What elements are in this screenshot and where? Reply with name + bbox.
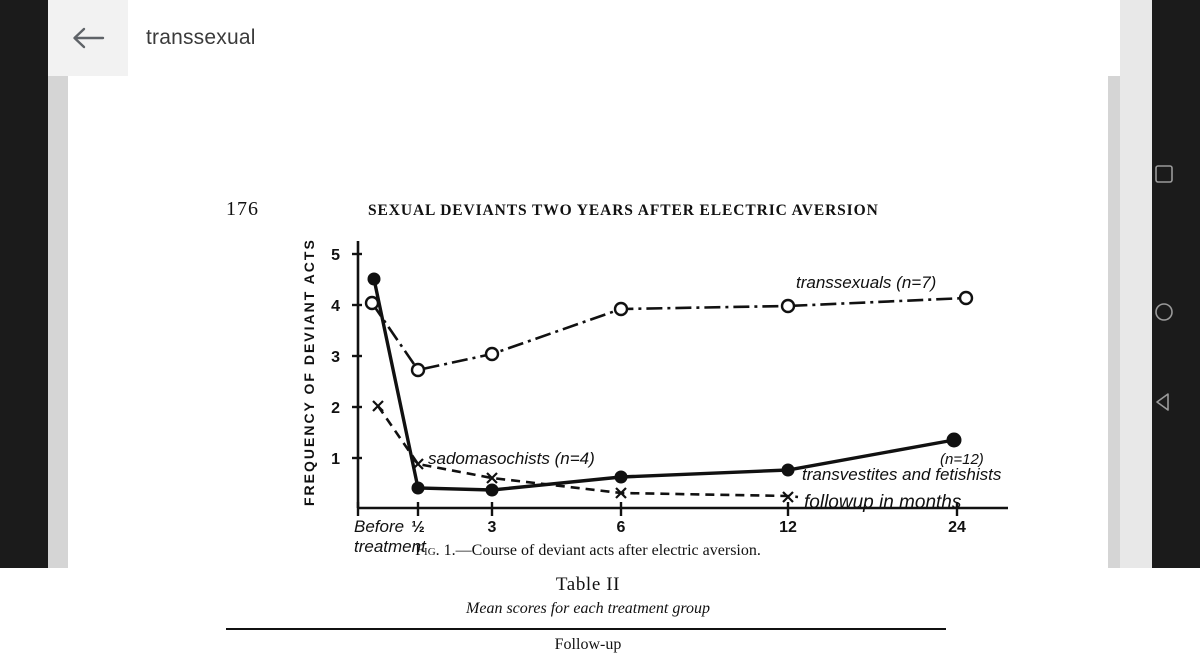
y-axis-title: FREQUENCY OF DEVIANT ACTS xyxy=(301,238,317,506)
arrow-left-icon xyxy=(71,25,105,51)
page-number: 176 xyxy=(226,198,259,220)
table-top-rule xyxy=(226,628,946,630)
series-sublabel-transvestites: (n=12) xyxy=(940,451,984,468)
table-title: Table II xyxy=(555,574,621,595)
series-label-transvestites: transvestites and fetishists xyxy=(802,465,1002,484)
series-markers-transsexuals xyxy=(366,292,972,376)
search-input[interactable] xyxy=(128,0,1120,76)
circle-icon xyxy=(1154,302,1174,322)
x-tick-label-3: 3 xyxy=(487,519,497,536)
y-tick-label-4: 4 xyxy=(331,298,340,315)
x-tick-label-6: 6 xyxy=(616,519,626,536)
square-icon xyxy=(1154,164,1174,184)
x-origin-label-line1: Before xyxy=(354,517,405,536)
triangle-left-icon xyxy=(1154,392,1174,412)
x-origin-label-line2: treatment xyxy=(354,537,426,556)
x-tick-label-half: ½ xyxy=(411,519,425,536)
back-button[interactable] xyxy=(1128,378,1200,426)
x-axis-title: followup in months xyxy=(804,492,962,513)
series-label-sadomasochists: sadomasochists (n=4) xyxy=(428,449,595,468)
y-tick-label-2: 2 xyxy=(331,400,340,417)
y-tick-label-3: 3 xyxy=(331,349,340,366)
table-subtitle: Mean scores for each treatment group xyxy=(466,600,710,617)
x-tick-label-12: 12 xyxy=(779,519,797,536)
y-tick-label-1: 1 xyxy=(331,451,340,468)
document-page xyxy=(68,76,1108,653)
back-navigation-button[interactable] xyxy=(48,0,128,76)
table-column-header: Follow-up xyxy=(554,636,622,653)
running-head: SEXUAL DEVIANTS TWO YEARS AFTER ELECTRIC AVERSION xyxy=(368,202,879,219)
recents-button[interactable] xyxy=(1128,150,1200,198)
series-label-transsexuals: transsexuals (n=7) xyxy=(796,273,937,292)
figure-chart xyxy=(68,76,1108,568)
right-nav-rail xyxy=(1152,0,1200,568)
figure-caption-text: —Course of deviant acts after electric aversion. xyxy=(455,542,761,559)
search-input-value: transsexual xyxy=(146,26,256,49)
document-viewer[interactable] xyxy=(48,76,1120,653)
search-bar xyxy=(48,0,1120,76)
series-line-transsexuals xyxy=(372,298,966,370)
home-button[interactable] xyxy=(1128,288,1200,336)
figure-caption-label: Fig. 1. xyxy=(415,542,456,559)
y-tick-label-5: 5 xyxy=(331,247,340,264)
left-black-bezel xyxy=(0,0,48,568)
figure-caption xyxy=(68,542,1108,560)
chart-svg xyxy=(68,76,1108,568)
x-tick-label-24: 24 xyxy=(948,519,966,536)
